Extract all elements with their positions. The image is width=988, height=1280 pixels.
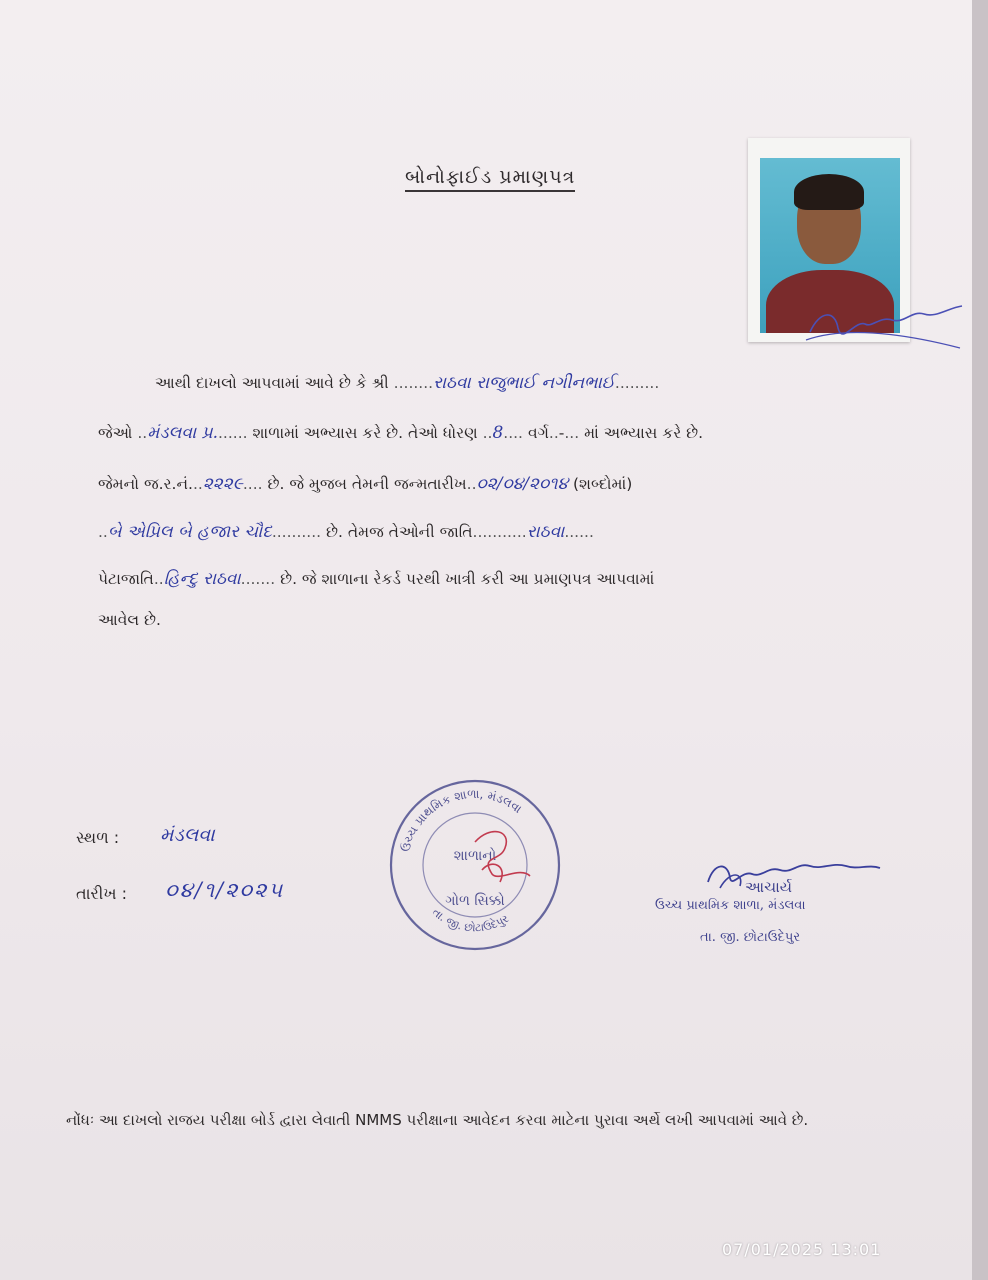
paper-edge	[972, 0, 988, 1280]
dob-in-words: બે એપ્રિલ બે હજાર ચૌદ	[107, 522, 272, 542]
date-value: ૦૪/૧/૨૦૨૫	[165, 878, 285, 902]
stamp-top-text: ઉચ્ચ પ્રાથમિક શાળા, મંડલવા	[398, 786, 525, 854]
principal-signature	[700, 848, 900, 898]
line-2: જેઓ ..મંડલવા પ્ર....... શાળામાં અભ્યાસ કરે છે. તેઓ ધોરણ ..8.... વર્ગ..-... માં અભ્યાસ કરે છે.	[98, 423, 704, 443]
line-2-mid-2: વર્ગ	[527, 424, 549, 442]
line-3-mid: છે. જે મુજબ તેમની જન્મતારીખ	[267, 475, 467, 493]
class-value: -	[558, 424, 565, 442]
subcaste-value: હિન્દુ રાઠવા	[163, 569, 241, 589]
date-of-birth: ૦૨/૦૪/૨૦૧૪	[476, 474, 569, 494]
photo-timestamp: 07/01/2025 13:01	[722, 1240, 882, 1259]
line-5: પેટાજાતિ..હિન્દુ રાઠવા....... છે. જે શાળાના રેકર્ડ પરથી ખાત્રી કરી આ પ્રમાણપત્ર આપવામાં	[98, 569, 655, 589]
caste-value: રાઠવા	[526, 522, 565, 542]
principal-stamp-line-2: તા. જી. છોટાઉદેપુર	[700, 930, 801, 945]
photo-signature	[800, 290, 970, 360]
line-4: ..બે એપ્રિલ બે હજાર ચૌદ.......... છે. તેમજ તેઓની જાતિ...........રાઠવા......	[98, 522, 594, 542]
stamp-center-line-1: શાળાનો	[453, 848, 497, 864]
line-2-prefix: જેઓ	[98, 424, 133, 442]
line-2-suffix: માં અભ્યાસ કરે છે.	[584, 424, 704, 442]
line-5-suffix: છે. જે શાળાના રેકર્ડ પરથી ખાત્રી કરી આ પ્રમાણપત્ર આપવામાં	[280, 570, 655, 588]
place-value: મંડલવા	[160, 824, 215, 846]
note-text: નોંધઃ આ દાખલો રાજય પરીક્ષા બોર્ડ દ્વારા લેવાતી NMMS પરીક્ષાના આવેદન કરવા માટેના પુરાવા અર્થે લખી આપવામાં આવે છે.	[66, 1111, 809, 1129]
line-2-mid-1: શાળામાં અભ્યાસ કરે છે. તેઓ ધોરણ	[252, 424, 478, 442]
line-5-prefix: પેટાજાતિ	[98, 570, 154, 588]
standard-value: 8	[492, 423, 504, 443]
place-label: સ્થળ :	[76, 828, 120, 847]
principal-stamp-line-1: ઉચ્ચ પ્રાથમિક શાળા, મંડલવા	[655, 898, 806, 913]
stamp-center-line-2: ગોળ સિક્કો	[445, 893, 505, 909]
school-name: મંડલવા પ્ર.	[147, 423, 218, 443]
svg-text:તા. જી. છોટાઉદેપુર	[430, 906, 512, 935]
line-3-suffix: (શબ્દોમાં)	[573, 475, 633, 493]
certificate-title: બોનોફાઈડ પ્રમાણપત્ર	[405, 166, 575, 192]
date-label: તારીખ :	[76, 884, 128, 903]
register-number: ૨૨૨૯	[202, 474, 243, 494]
line-6: આવેલ છે.	[98, 611, 161, 629]
line-3: જેમનો જ.ર.નં...૨૨૨૯.... છે. જે મુજબ તેમની જન્મતારીખ..૦૨/૦૪/૨૦૧૪ (શબ્દોમાં)	[98, 474, 633, 494]
photo-hair	[794, 174, 864, 210]
line-1-prefix: આથી દાખલો આપવામાં આવે છે કે શ્રી	[155, 374, 389, 392]
line-4-mid: છે. તેમજ તેઓની જાતિ	[326, 523, 473, 541]
line-3-prefix: જેમનો જ.ર.નં.	[98, 475, 193, 493]
school-round-stamp	[380, 770, 570, 960]
line-1: આથી દાખલો આપવામાં આવે છે કે શ્રી ........રાઠવા રાજુભાઈ નગીનભાઈ.........	[155, 373, 660, 393]
principal-title: આચાર્ય	[745, 878, 793, 896]
student-name: રાઠવા રાજુભાઈ નગીનભાઈ	[433, 373, 615, 393]
stamp-bottom-text: તા. જી. છોટાઉદેપુર	[429, 905, 512, 935]
